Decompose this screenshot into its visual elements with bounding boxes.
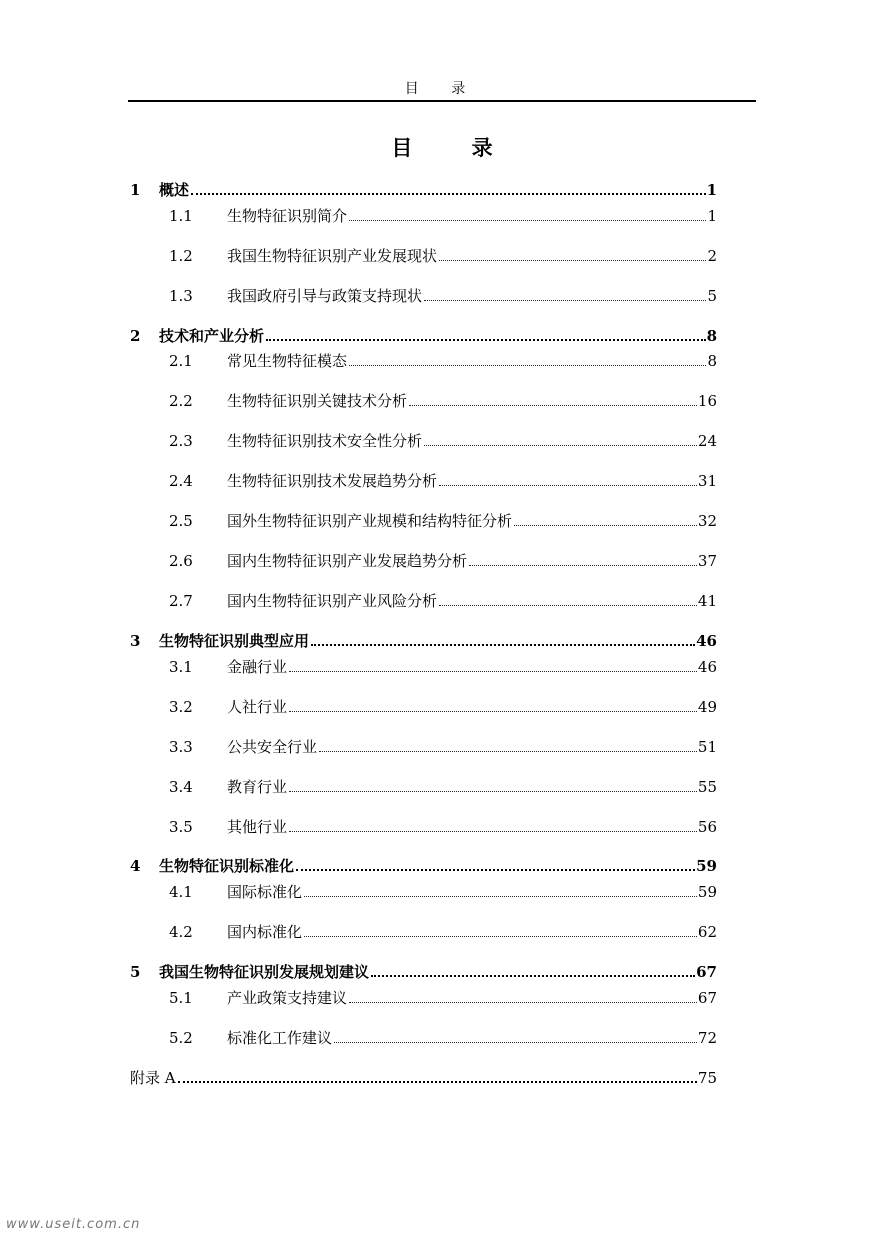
dot-leader [304,936,697,937]
toc-title: 生物特征识别简介 [227,207,348,225]
dot-leader [289,671,697,672]
toc-number: 2.3 [169,432,193,450]
toc-page: 49 [697,698,717,716]
toc-page: 8 [706,327,717,345]
dot-leader [439,605,697,606]
toc-page: 16 [697,392,717,410]
toc-page: 2 [707,247,717,265]
toc-entry[interactable] [130,467,717,491]
toc-title: 生物特征识别典型应用 [159,632,310,650]
toc-page: 32 [697,512,717,530]
toc-page: 59 [697,883,717,901]
toc-number: 1.3 [169,287,193,305]
toc-entry[interactable] [130,773,717,797]
dot-leader [311,644,695,646]
dot-leader [439,260,706,261]
toc-entry[interactable] [130,587,717,611]
toc-page: 59 [696,857,717,875]
dot-leader [469,565,697,566]
dot-leader [424,300,706,301]
toc-entry[interactable] [130,176,717,200]
toc-title: 生物特征识别技术安全性分析 [227,432,423,450]
dot-leader [319,751,697,752]
toc-number: 5 [130,963,141,981]
toc-page: 37 [697,552,717,570]
toc-number: 1.1 [169,207,193,225]
toc-title: 公共安全行业 [227,738,318,756]
toc-number: 4.1 [169,883,193,901]
toc-page: 8 [707,352,717,370]
toc-number: 2.2 [169,392,193,410]
toc-title: 国内生物特征识别产业风险分析 [227,592,438,610]
toc-number: 2.1 [169,352,193,370]
toc-entry[interactable] [130,852,717,876]
dot-leader [296,869,695,871]
toc-entry[interactable] [130,918,717,942]
watermark: www.useit.com.cn [6,1217,141,1232]
toc-entry[interactable] [130,547,717,571]
running-header: 目 录 [404,81,480,97]
toc-number: 1 [130,181,141,199]
toc-number: 5.1 [169,989,193,1007]
dot-leader [304,896,697,897]
toc-title: 教育行业 [227,778,288,796]
toc-title: 国内生物特征识别产业发展趋势分析 [227,552,468,570]
dot-leader [191,193,706,195]
toc-entry[interactable] [130,427,717,451]
toc-number: 3.4 [169,778,193,796]
toc-entry[interactable] [130,733,717,757]
toc-number: 5.2 [169,1029,193,1047]
dot-leader [178,1081,697,1083]
toc-title: 人社行业 [227,698,288,716]
dot-leader [371,975,695,977]
toc-number: 3.2 [169,698,193,716]
toc-page: 31 [697,472,717,490]
dot-leader [289,711,697,712]
toc-title: 我国生物特征识别产业发展现状 [227,247,438,265]
toc-entry[interactable] [130,958,717,982]
toc-entry[interactable] [130,878,717,902]
toc-page: 55 [697,778,717,796]
dot-leader [439,485,697,486]
toc-page: 5 [707,287,717,305]
dot-leader [514,525,697,526]
dot-leader [334,1042,697,1043]
dot-leader [289,791,697,792]
page-title: 目 录 [391,135,519,160]
toc-entry[interactable] [130,1064,717,1088]
toc-number: 2.7 [169,592,193,610]
toc-title: 技术和产业分析 [159,327,265,345]
toc-number: 2.6 [169,552,193,570]
toc-page: 67 [697,989,717,1007]
dot-leader [266,339,706,341]
toc-title: 其他行业 [227,818,288,836]
dot-leader [409,405,697,406]
toc-number: 4.2 [169,923,193,941]
dot-leader [349,220,706,221]
toc-page: 56 [697,818,717,836]
toc-title: 生物特征识别标准化 [159,857,295,875]
toc-number: 2 [130,327,141,345]
toc-entry[interactable] [130,387,717,411]
toc-page: 75 [697,1069,717,1087]
toc-entry[interactable] [130,282,717,306]
toc-number: 3.3 [169,738,193,756]
toc-entry[interactable] [130,693,717,717]
toc-entry[interactable] [130,347,717,371]
toc-entry[interactable] [130,653,717,677]
toc-title: 附录 A [130,1069,176,1087]
toc-title: 金融行业 [227,658,288,676]
toc-title: 产业政策支持建议 [227,989,348,1007]
dot-leader [424,445,697,446]
toc-entry[interactable] [130,202,717,226]
toc-entry[interactable] [130,242,717,266]
toc-number: 3.5 [169,818,193,836]
toc-number: 3.1 [169,658,193,676]
toc-entry[interactable] [130,1024,717,1048]
toc-page: 46 [697,658,717,676]
toc-page: 41 [697,592,717,610]
toc-number: 4 [130,857,141,875]
toc-number: 3 [130,632,141,650]
toc-page: 62 [697,923,717,941]
toc-title: 常见生物特征模态 [227,352,348,370]
toc-entry[interactable] [130,984,717,1008]
toc-title: 我国政府引导与政策支持现状 [227,287,423,305]
toc-page: 1 [707,207,717,225]
toc-title: 国际标准化 [227,883,303,901]
toc-title: 我国生物特征识别发展规划建议 [159,963,370,981]
toc-number: 2.5 [169,512,193,530]
toc-title: 标准化工作建议 [227,1029,333,1047]
toc-page: 67 [696,963,717,981]
toc-page: 51 [697,738,717,756]
toc-title: 国内标准化 [227,923,303,941]
toc-entry[interactable] [130,322,717,346]
toc-title: 概述 [159,181,190,199]
toc-title: 生物特征识别关键技术分析 [227,392,408,410]
toc-title: 国外生物特征识别产业规模和结构特征分析 [227,512,513,530]
toc-entry[interactable] [130,627,717,651]
dot-leader [349,1002,697,1003]
toc-number: 2.4 [169,472,193,490]
dot-leader [289,831,697,832]
toc-entry[interactable] [130,507,717,531]
toc-page: 46 [696,632,717,650]
dot-leader [349,365,706,366]
toc-page: 24 [697,432,717,450]
toc-page: 1 [706,181,717,199]
toc-title: 生物特征识别技术发展趋势分析 [227,472,438,490]
toc-page: 72 [697,1029,717,1047]
toc-entry[interactable] [130,813,717,837]
toc-number: 1.2 [169,247,193,265]
